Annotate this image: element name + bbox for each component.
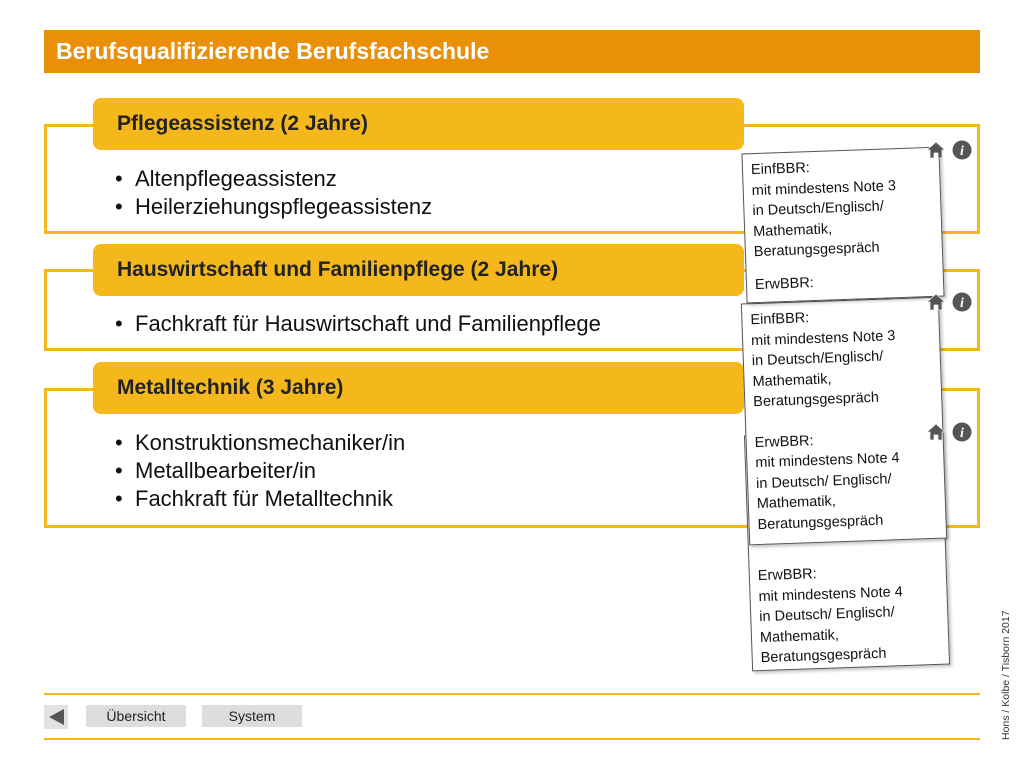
card-einf-label: EinfBBR: [750,160,811,179]
card-line: Beratungsgespräch [760,645,887,667]
list-item: • Heilerziehungspflegeassistenz [115,193,432,221]
card-line: Mathematik, [752,370,832,390]
footer-divider-top [44,693,980,695]
back-arrow-icon [44,705,68,729]
home-icon[interactable] [926,292,946,312]
credit-text: Hons / Kolbe / Tisborn 2017 [1000,610,1012,740]
list-item: • Konstruktionsmechaniker/in [115,429,405,457]
back-button[interactable] [44,705,68,729]
section-heading: Pflegeassistenz (2 Jahre) [117,112,368,135]
info-icon[interactable] [952,140,972,160]
card-line: Mathematik, [759,626,840,646]
section-tab-hauswirtschaft[interactable] [93,244,744,296]
info-card-hauswirtschaft[interactable] [741,297,947,546]
info-icon[interactable] [952,422,972,442]
system-button[interactable]: System [202,705,302,727]
list-item: • Altenpflegeassistenz [115,165,432,193]
card-line: in Deutsch/ Englisch/ [755,470,892,492]
home-icon[interactable] [926,140,946,160]
section-heading: Metalltechnik (3 Jahre) [117,376,344,399]
section-items [115,165,432,221]
info-icon[interactable] [952,292,972,312]
card-line: in Deutsch/ Englisch/ [759,604,895,626]
section-items [115,310,601,338]
card-line: mit mindestens Note 3 [750,327,896,349]
info-card-pflegeassistenz[interactable] [741,147,944,304]
card-line: Mathematik, [752,220,833,240]
card-line: mit mindestens Note 4 [758,583,904,605]
list-item: • Fachkraft für Metalltechnik [115,485,405,513]
card-erw-label: ErwBBR: [754,432,814,451]
svg-text:i: i [960,296,964,311]
card-line: mit mindestens Note 3 [751,177,897,199]
title-bar [44,30,980,73]
section-tab-pflegeassistenz[interactable] [93,98,744,150]
footer-divider-bottom [44,738,980,740]
home-icon[interactable] [926,422,946,442]
page-title: Berufsqualifizierende Berufsfachschule [56,38,490,64]
section-items [115,429,405,513]
section-tab-metalltechnik[interactable] [93,362,744,414]
svg-text:i: i [960,144,964,159]
list-item: • Metallbearbeiter/in [115,457,405,485]
card-line: mit mindestens Note 4 [755,450,900,472]
list-item: • Fachkraft für Hauswirtschaft und Familienpflege [115,310,601,338]
card-erw-label: ErwBBR: [757,566,817,585]
card-line: in Deutsch/Englisch/ [751,348,884,370]
section-heading: Hauswirtschaft und Familienpflege (2 Jahre) [117,258,559,281]
card-erw-label: ErwBBR: [754,274,815,293]
card-line: in Deutsch/Englisch/ [752,198,885,220]
svg-text:i: i [960,426,964,441]
card-line: Mathematik, [756,493,837,513]
card-einf-label: EinfBBR: [750,310,810,329]
card-line: Beratungsgespräch [757,512,884,533]
card-line: Beratungsgespräch [753,239,880,261]
card-line: Beratungsgespräch [753,389,880,411]
overview-button[interactable]: Übersicht [86,705,186,727]
